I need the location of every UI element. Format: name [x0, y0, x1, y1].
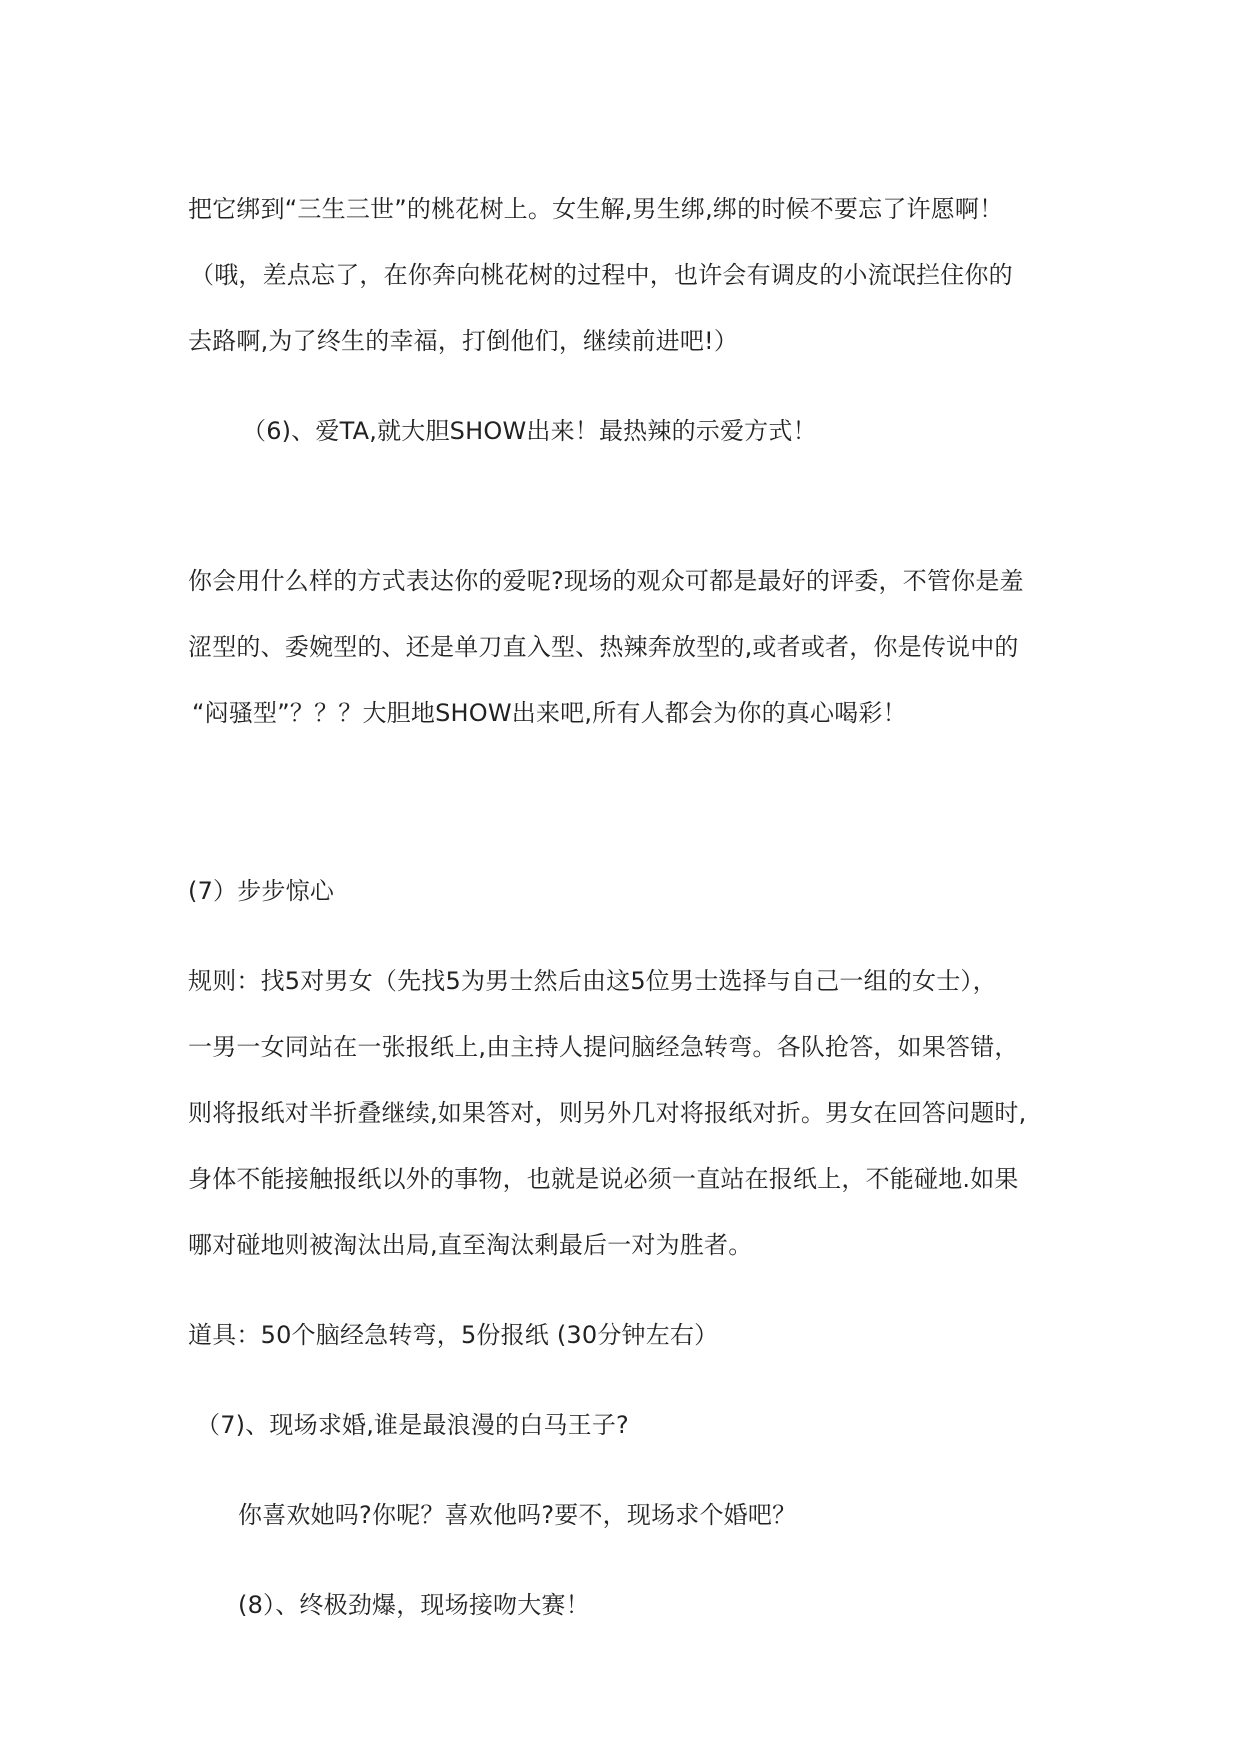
paragraph-line: 你喜欢她吗?你呢？喜欢他吗?要不，现场求个婚吧？	[238, 1501, 797, 1529]
paragraph-line: 一男一女同站在一张报纸上,由主持人提问脑经急转弯。各队抢答，如果答错，	[188, 1033, 1019, 1061]
paragraph-line: 规则：找5对男女（先找5为男士然后由这5位男士选择与自己一组的女士），	[188, 967, 997, 995]
section-heading-7-proposal: （7)、现场求婚,谁是最浪漫的白马王子?	[196, 1411, 629, 1439]
paragraph-line: “闷骚型”？？？大胆地SHOW出来吧,所有人都会为你的真心喝彩！	[192, 699, 907, 727]
paragraph-line: 身体不能接触报纸以外的事物，也就是说必须一直站在报纸上，不能碰地.如果	[188, 1165, 1019, 1193]
paragraph-line: 去路啊,为了终生的幸福，打倒他们，继续前进吧!）	[188, 327, 739, 355]
paragraph-line: （哦，差点忘了，在你奔向桃花树的过程中，也许会有调皮的小流氓拦住你的	[190, 261, 1013, 289]
section-heading-7: (7）步步惊心	[188, 877, 335, 905]
paragraph-line: 你会用什么样的方式表达你的爱呢?现场的观众可都是最好的评委，不管你是羞	[188, 567, 1024, 595]
paragraph-line: 哪对碰地则被淘汰出局,直至淘汰剩最后一对为胜者。	[188, 1231, 753, 1259]
section-heading-6: （6)、爱TA,就大胆SHOW出来！最热辣的示爱方式！	[242, 417, 817, 445]
section-heading-8: (8）、终极劲爆，现场接吻大赛！	[238, 1591, 590, 1619]
props-line: 道具：50个脑经急转弯，5份报纸 (30分钟左右）	[188, 1321, 719, 1349]
paragraph-line: 则将报纸对半折叠继续,如果答对，则另外几对将报纸对折。男女在回答问题时,	[188, 1099, 1027, 1127]
paragraph-line: 涩型的、委婉型的、还是单刀直入型、热辣奔放型的,或者或者，你是传说中的	[188, 633, 1019, 661]
paragraph-line: 把它绑到“三生三世”的桃花树上。女生解,男生绑,绑的时候不要忘了许愿啊！	[188, 195, 1004, 223]
